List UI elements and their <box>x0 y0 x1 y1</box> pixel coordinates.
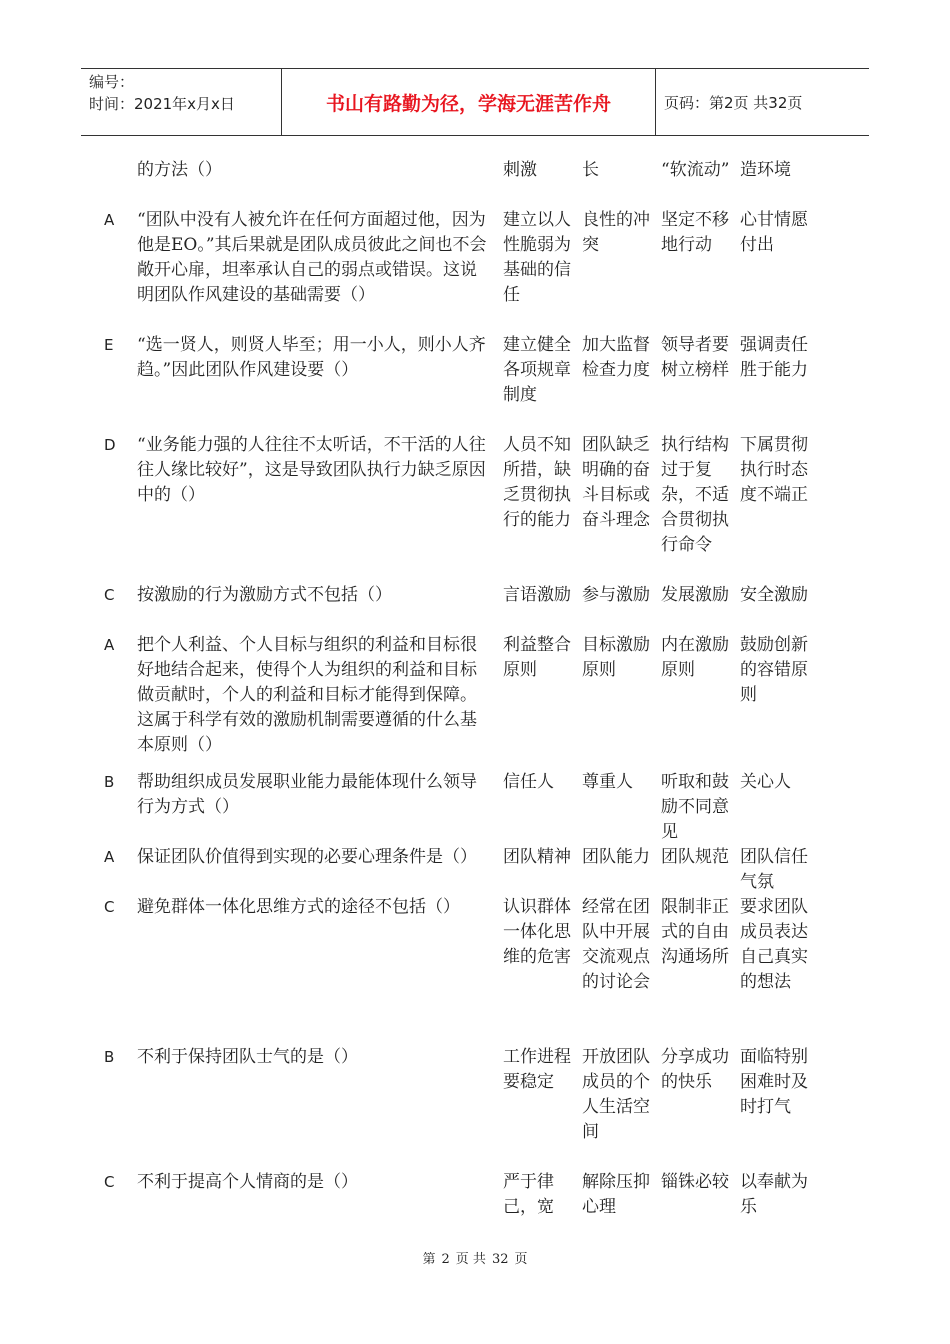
table-row <box>100 158 860 208</box>
option-cell: 听取和鼓励不同意见 <box>661 772 729 842</box>
question-cell: 的方法（） <box>137 160 222 180</box>
option-cell: 建立健全各项规章制度 <box>503 335 571 405</box>
footer-prefix: 第 <box>422 1252 436 1267</box>
answer-cell: C <box>104 898 115 916</box>
answer-cell: E <box>104 336 114 354</box>
option-cell: 团队缺乏明确的奋斗目标或奋斗理念 <box>582 435 650 530</box>
question-table <box>100 158 860 1220</box>
option-cell: 团队能力 <box>582 847 650 867</box>
question-cell: 不利于提高个人情商的是（） <box>137 1172 358 1192</box>
option-cell: 执行结构过于复杂，不适合贯彻执行命令 <box>661 435 729 555</box>
table-row <box>100 583 860 633</box>
header-motto: 书山有路勤为径，学海无涯苦作舟 <box>282 69 656 135</box>
table-row <box>100 845 860 895</box>
table-row <box>100 208 860 333</box>
option-cell: 造环境 <box>740 160 791 180</box>
option-cell: 言语激励 <box>503 585 571 605</box>
option-cell: 发展激励 <box>661 585 729 605</box>
answer-cell: D <box>104 436 116 454</box>
option-cell: 严于律己，宽 <box>503 1172 554 1217</box>
option-cell: 长 <box>582 160 599 180</box>
table-row <box>100 333 860 433</box>
option-cell: 认识群体一体化思维的危害 <box>503 897 571 967</box>
option-cell: “软流动” <box>661 160 730 180</box>
header-meta <box>81 69 282 135</box>
table-row <box>100 633 860 770</box>
question-cell: 不利于保持团队士气的是（） <box>137 1047 358 1067</box>
page-header <box>81 68 869 136</box>
answer-cell: C <box>104 1173 115 1191</box>
option-cell: 心甘情愿付出 <box>740 210 808 255</box>
option-cell: 人员不知所措，缺乏贯彻执行的能力 <box>503 435 571 530</box>
header-id-label: 编号： <box>89 73 135 91</box>
answer-cell: B <box>104 773 115 791</box>
question-cell: “团队中没有人被允许在任何方面超过他，因为他是EO。”其后果就是团队成员彼此之间也不会敞开心扉，坦率承认自己的弱点或错误。这说明团队作风建设的基础需要（） <box>137 210 487 305</box>
footer-suffix: 页 <box>514 1252 528 1267</box>
option-cell: 开放团队成员的个人生活空间 <box>582 1047 650 1142</box>
question-cell: “业务能力强的人往往不太听话，不干活的人往往人缘比较好”，这是导致团队执行力缺乏原因中的（） <box>137 435 486 505</box>
option-cell: 内在激励原则 <box>661 635 729 680</box>
footer-middle: 页 共 <box>455 1252 486 1267</box>
question-cell: 避免群体一体化思维方式的途径不包括（） <box>137 897 460 917</box>
option-cell: 限制非正式的自由沟通场所 <box>661 897 729 967</box>
answer-cell <box>100 158 137 208</box>
answer-cell: A <box>104 848 115 866</box>
option-cell: 关心人 <box>740 772 791 792</box>
option-cell: 信任人 <box>503 772 554 792</box>
header-time-label: 时间：2021年x月x日 <box>89 95 235 113</box>
footer-total-pages: 32 <box>491 1252 509 1267</box>
answer-cell: B <box>104 1048 115 1066</box>
answer-cell: C <box>104 586 115 604</box>
page-footer <box>0 1248 950 1267</box>
option-cell: 要求团队成员表达自己真实的想法 <box>740 897 808 992</box>
answer-cell: A <box>104 636 115 654</box>
option-cell: 安全激励 <box>740 585 808 605</box>
table-row <box>100 1045 860 1170</box>
option-cell: 目标激励原则 <box>582 635 650 680</box>
option-cell: 经常在团队中开展交流观点的讨论会 <box>582 897 650 992</box>
option-cell: 团队精神 <box>503 847 571 867</box>
option-cell: 分享成功的快乐 <box>661 1047 729 1092</box>
question-cell: 把个人利益、个人目标与组织的利益和目标很好地结合起来，使得个人为组织的利益和目标做贡献时，个人的利益和目标才能得到保障。这属于科学有效的激励机制需要遵循的什么基本原则（） <box>137 635 477 755</box>
option-cell: 鼓励创新的容错原则 <box>740 635 808 705</box>
option-cell: 下属贯彻执行时态度不端正 <box>740 435 808 505</box>
option-cell: 领导者要树立榜样 <box>661 335 729 380</box>
footer-page-number: 2 <box>441 1252 450 1267</box>
option-cell: 以奉献为乐 <box>740 1172 808 1217</box>
option-cell: 刺激 <box>503 160 537 180</box>
option-cell: 解除压抑心理 <box>582 1172 650 1217</box>
table-row <box>100 1170 860 1220</box>
option-cell: 尊重人 <box>582 772 633 792</box>
option-cell: 团队信任气氛 <box>740 847 808 892</box>
option-cell: 坚定不移地行动 <box>661 210 729 255</box>
option-cell: 面临特别困难时及时打气 <box>740 1047 808 1117</box>
question-cell: 帮助组织成员发展职业能力最能体现什么领导行为方式（） <box>137 772 477 817</box>
option-cell: 参与激励 <box>582 585 650 605</box>
option-cell: 良性的冲突 <box>582 210 650 255</box>
table-row <box>100 770 860 845</box>
option-cell: 强调责任胜于能力 <box>740 335 808 380</box>
option-cell: 工作进程要稳定 <box>503 1047 571 1092</box>
table-row <box>100 895 860 1045</box>
option-cell: 利益整合原则 <box>503 635 571 680</box>
option-cell: 锱铢必较 <box>661 1172 729 1192</box>
option-cell: 建立以人性脆弱为基础的信任 <box>503 210 571 305</box>
table-row <box>100 433 860 583</box>
question-cell: 按激励的行为激励方式不包括（） <box>137 585 392 605</box>
answer-cell: A <box>104 211 115 229</box>
question-cell: 保证团队价值得到实现的必要心理条件是（） <box>137 847 477 867</box>
option-cell: 团队规范 <box>661 847 729 867</box>
option-cell: 加大监督检查力度 <box>582 335 650 380</box>
question-cell: “选一贤人，则贤人毕至；用一小人，则小人齐趋。”因此团队作风建设要（） <box>137 335 486 380</box>
header-page-label: 页码：第2页 共32页 <box>664 93 803 112</box>
